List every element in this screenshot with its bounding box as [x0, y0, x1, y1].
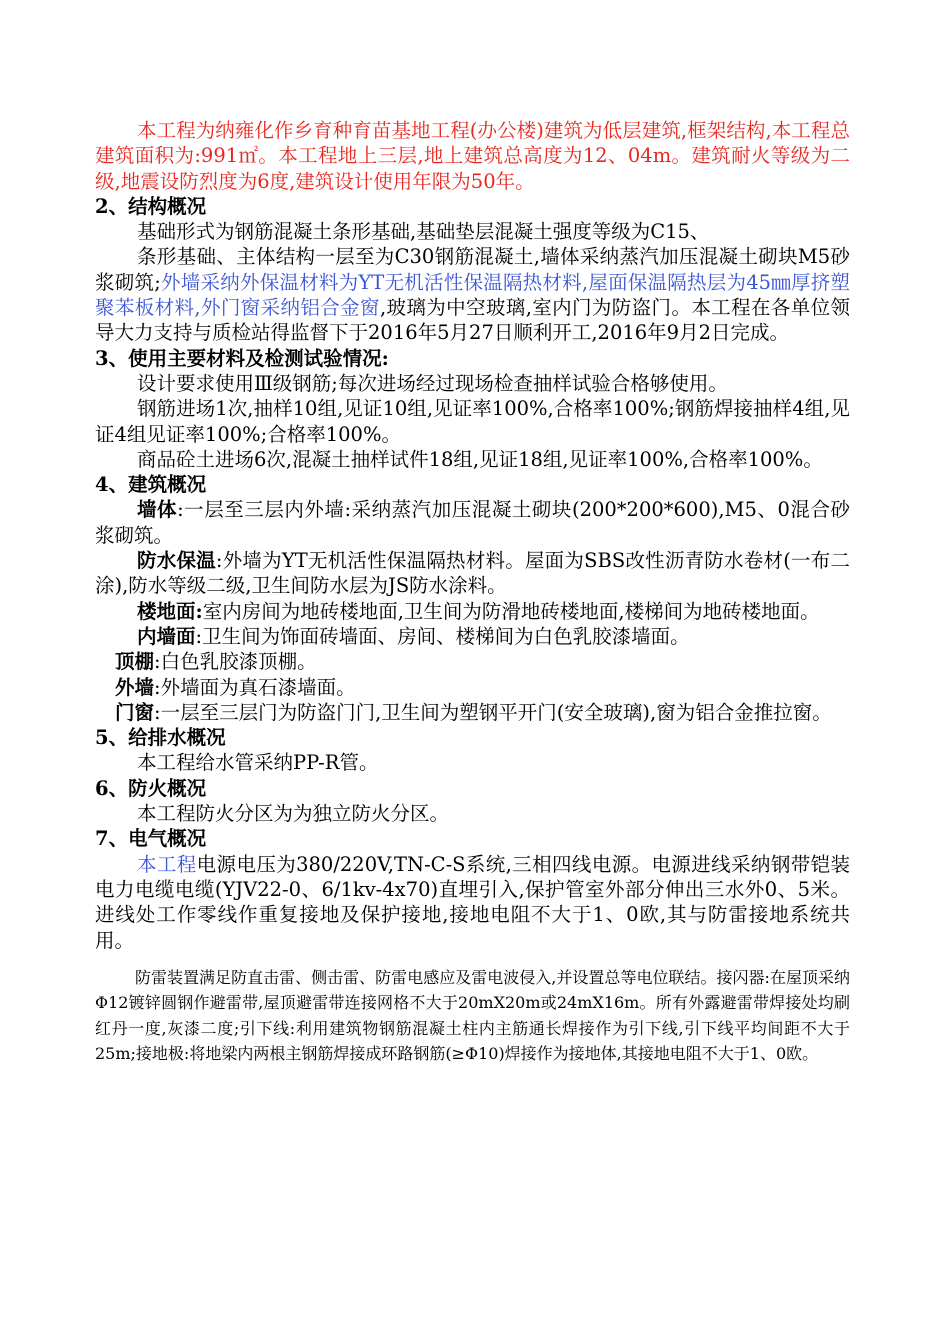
section-7-paragraph-1-highlight: 本工程: [137, 852, 197, 876]
doors-paragraph: [95, 700, 850, 725]
floor-text: 室内房间为地砖楼地面,卫生间为防滑地砖楼地面,楼梯间为地砖楼地面。: [202, 599, 820, 623]
section-3-paragraph-1: 设计要求使用Ⅲ级钢筋;每次进场经过现场检查抽样试验合格够使用。: [137, 371, 728, 395]
section-6-heading: 6、防火概况: [95, 776, 207, 800]
section-2-paragraph-1: 基础形式为钢筋混凝土条形基础,基础垫层混凝土强度等级为C15、: [137, 220, 710, 244]
intro-paragraph: 本工程为纳雍化作乡育种育苗基地工程(办公楼)建筑为低层建筑,框架结构,本工程总建筑面积为:991㎡。本工程地上三层,地上建筑总高度为12、04m。建筑耐火等级为二级,地震设防烈度为6度,建筑设计使用年限为50年。: [95, 119, 850, 193]
section-4-heading: 4、建筑概况: [95, 473, 207, 497]
section-2-paragraph-2-tail: ,玻璃为中空玻璃,室内门为防盗门。本工程在各单位领导大力支持与质检站得监督下于2016年5月27日顺利开工,2016年9月2日完成。: [95, 296, 850, 345]
outer-wall-label: 外墙: [115, 675, 155, 699]
section-2-heading: 2、结构概况: [95, 194, 207, 218]
inner-wall-label: 内墙面: [137, 624, 196, 648]
outer-wall-text: :外墙面为真石漆墙面。: [154, 675, 356, 699]
waterproof-text: :外墙为YT无机活性保温隔热材料。屋面为SBS改性沥青防水卷材(一布二涂),防水等级二级,卫生间防水层为JS防水涂料。: [95, 549, 850, 598]
outer-wall-paragraph: [95, 675, 850, 700]
wall-paragraph: [95, 497, 850, 548]
wall-label: 墙体: [137, 498, 178, 522]
ceiling-paragraph: [95, 649, 850, 674]
floor-paragraph: [95, 599, 850, 624]
section-2-paragraph-2: [95, 244, 850, 345]
section-3-paragraph-3: 商品砼土进场6次,混凝土抽样试件18组,见证18组,见证率100%,合格率100%。: [137, 447, 823, 471]
doors-text: :一层至三层门为防盗门门,卫生间为塑钢平开门(安全玻璃),窗为铝合金推拉窗。: [154, 700, 832, 724]
ceiling-text: :白色乳胶漆顶棚。: [154, 650, 317, 674]
floor-label: 楼地面:: [137, 599, 203, 623]
section-7-heading: 7、电气概况: [95, 827, 207, 851]
waterproof-paragraph: [95, 548, 850, 599]
section-2-paragraph-2-text: 条形基础、主体结构一层至为C30钢筋混凝土,墙体采纳蒸汽加压混凝土砌块M5砂浆砌筑;: [95, 245, 850, 294]
section-3-paragraph-2: 钢筋进场1次,抽样10组,见证10组,见证率100%,合格率100%;钢筋焊接抽样4组,见证4组见证率100%;合格率100%。: [95, 397, 850, 446]
section-5-heading: 5、给排水概况: [95, 726, 226, 750]
section-7-paragraph-1: [95, 852, 850, 953]
inner-wall-paragraph: [95, 624, 850, 649]
inner-wall-text: :卫生间为饰面砖墙面、房间、楼梯间为白色乳胶漆墙面。: [195, 624, 690, 648]
section-2-paragraph-2-highlight: 外墙采纳外保温材料为YT无机活性保温隔热材料,屋面保温隔热层为45㎜厚挤塑聚苯板材料,外门窗采纳铝合金窗: [95, 270, 850, 320]
wall-text: :一层至三层内外墙:采纳蒸汽加压混凝土砌块(200*200*600),M5、0混合砂浆砌筑。: [95, 498, 850, 547]
section-5-paragraph-1: 本工程给水管采纳PP-R管。: [137, 751, 379, 775]
lightning-paragraph: 防雷装置满足防直击雷、侧击雷、防雷电感应及雷电波侵入,并设置总等电位联结。接闪器:在屋顶采纳Φ12镀锌圆钢作避雷带,屋顶避雷带连接网格不大于20mX20m或24mX16m。所有外露避雷带焊接处均刷红丹一度,灰漆二度;引下线:利用建筑物钢筋混凝土柱内主筋通长焊接作为引下线,引下线平均间距不大于25m;接地极:将地梁内两根主钢筋焊接成环路钢筋(≥Φ10)焊接作为接地体,其接地电阻不大于1、0欧。: [95, 967, 850, 1064]
section-3-heading: 3、使用主要材料及检测试验情况:: [95, 346, 389, 370]
section-7-paragraph-1-text: 电源电压为380/220V,TN-C-S系统,三相四线电源。电源进线采纳钢带铠装电力电缆电缆(YJV22-0、6/1kv-4x70)直埋引入,保护管室外部分伸出三水外0、5米。进线处工作零线作重复接地及保护接地,接地电阻不大于1、0欧,其与防雷接地系统共用。: [95, 852, 850, 952]
doors-label: 门窗: [115, 700, 155, 724]
waterproof-label: 防水保温: [137, 549, 216, 573]
ceiling-label: 顶棚: [115, 650, 155, 674]
document-body: [95, 118, 850, 1067]
paragraph-gap: [95, 953, 850, 965]
section-6-paragraph-1: 本工程防火分区为为独立防火分区。: [137, 802, 450, 826]
